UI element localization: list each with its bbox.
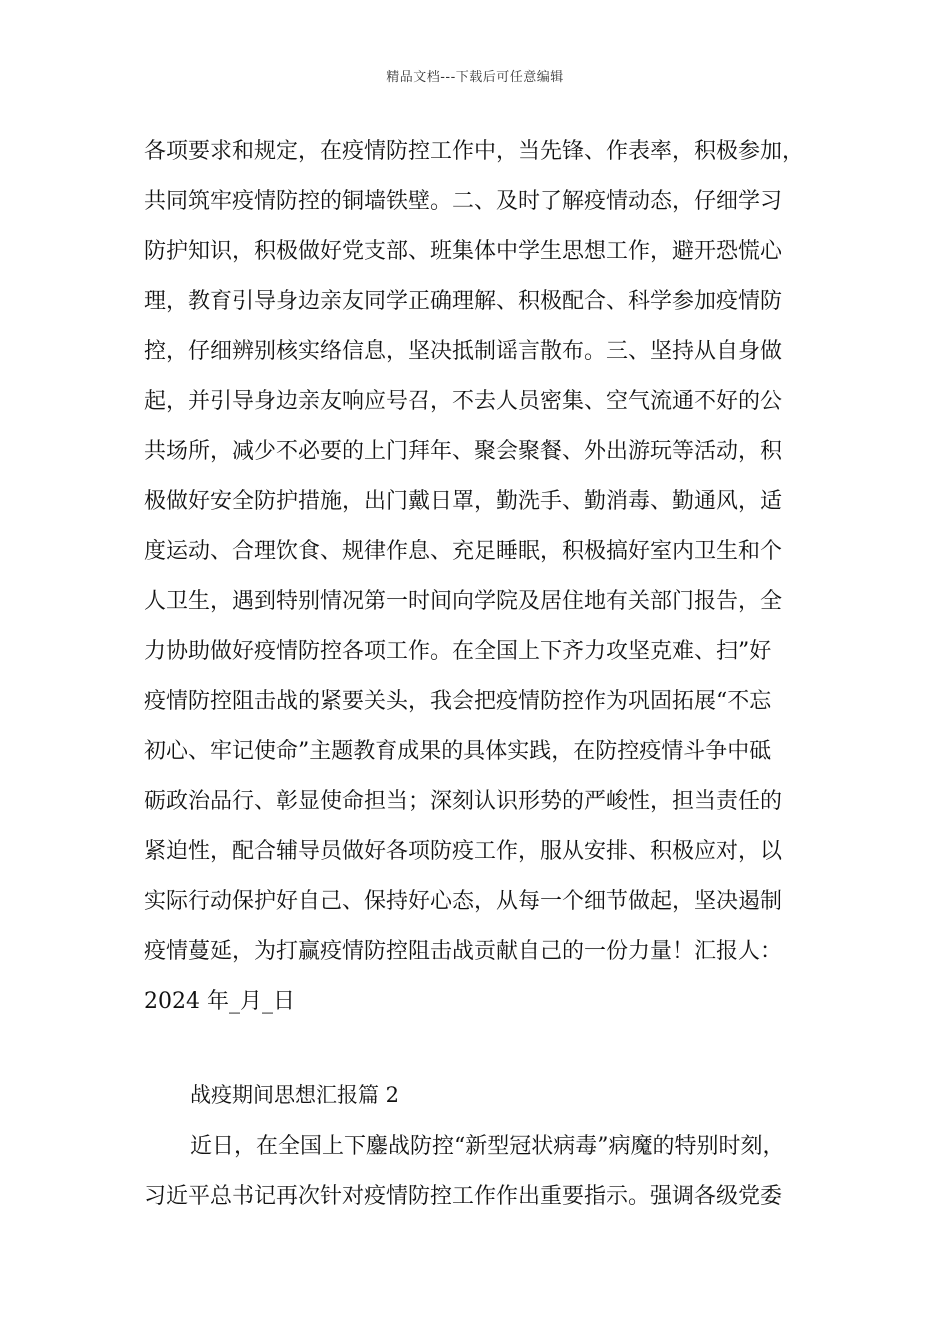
- text-line: 度运动、合理饮食、规律作息、充足睡眠，积极搞好室内卫生和个: [144, 539, 783, 564]
- text-line: 初心、牢记使命”主题教育成果的具体实践，在防控疫情斗争中砥: [144, 739, 772, 764]
- text-line: 共同筑牢疫情防控的铜墙铁壁。二、及时了解疫情动态，仔细学习: [144, 189, 783, 214]
- text-line: 各项要求和规定，在疫情防控工作中，当先锋、作表率，积极参加，: [144, 139, 805, 164]
- text-line: 人卫生，遇到特别情况第一时间向学院及居住地有关部门报告，全: [144, 589, 783, 614]
- text-line: 极做好安全防护措施，出门戴日罩，勤洗手、勤消毒、勤通风，适: [144, 489, 783, 514]
- text-line: 理，教育引导身边亲友同学正确理解、积极配合、科学参加疫情防: [144, 289, 783, 314]
- text-line: 疫情防控阻击战的紧要关头，我会把疫情防控作为巩固拓展“不忘: [144, 689, 772, 714]
- text-line: 实际行动保护好自己、保持好心态，从每一个细节做起，坚决遏制: [144, 889, 783, 914]
- text-line: 砺政治品行、彰显使命担当；深刻认识形势的严峻性，担当责任的: [144, 789, 783, 814]
- text-line: 习近平总书记再次针对疫情防控工作作出重要指示。强调各级党委: [144, 1184, 783, 1209]
- text-line: 力协助做好疫情防控各项工作。在全国上下齐力攻坚克难、扫”好: [144, 639, 772, 664]
- text-line: 起，并引导身边亲友响应号召，不去人员密集、空气流通不好的公: [144, 389, 783, 414]
- text-line: 疫情蔓延，为打赢疫情防控阻击战贡献自己的一份力量！汇报人：: [144, 939, 783, 964]
- text-line: 共场所，减少不必要的上门拜年、聚会聚餐、外出游玩等活动，积: [144, 439, 783, 464]
- section-2-paragraph: [144, 1122, 834, 1222]
- text-line: 紧迫性，配合辅导员做好各项防疫工作，服从安排、积极应对，以: [144, 839, 783, 864]
- paragraph-1: [144, 127, 824, 1027]
- text-line: 近日，在全国上下鏖战防控“新型冠状病毒”病魔的特别时刻，: [190, 1134, 785, 1159]
- text-line: 控，仔细辨别核实络信息，坚决抵制谣言散布。三、坚持从自身做: [144, 339, 783, 364]
- section-title: 战疫期间思想汇报篇 2: [190, 1083, 400, 1107]
- date-line: 2024 年_月_日: [144, 989, 295, 1014]
- page-header: 精品文档---下载后可任意编辑: [386, 70, 564, 85]
- text-line: 防护知识，积极做好党支部、班集体中学生思想工作，避开恐慌心: [144, 239, 783, 264]
